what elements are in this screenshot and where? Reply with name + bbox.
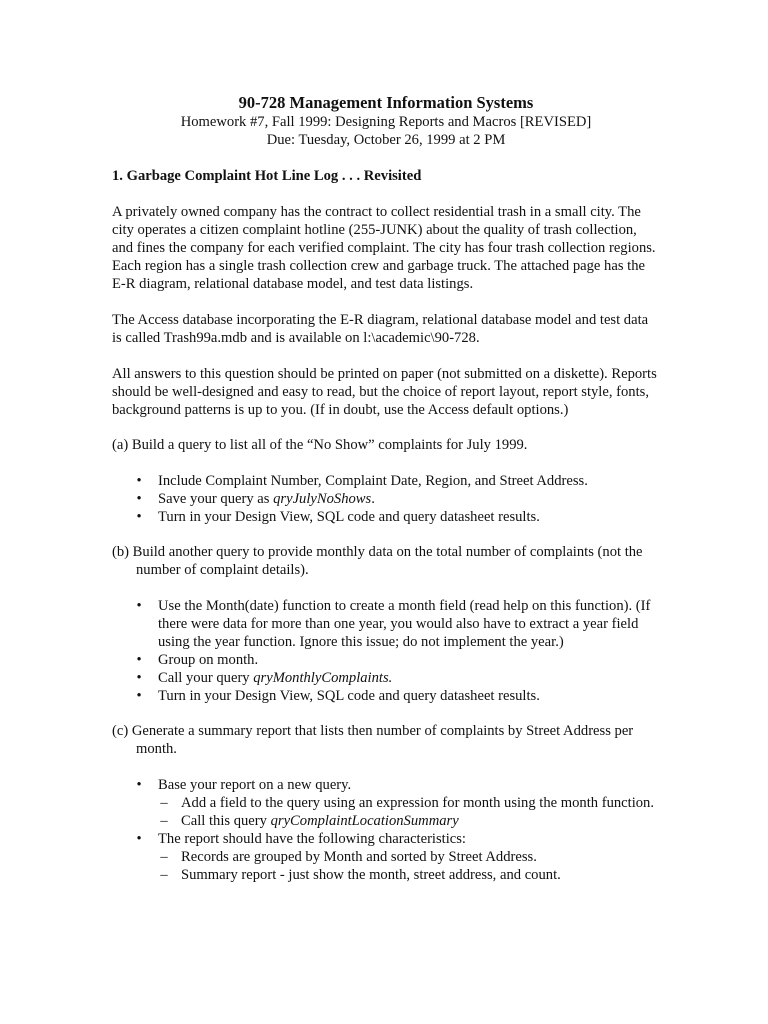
list-item-text: Include Complaint Number, Complaint Date, Region, and Street Address. xyxy=(158,473,588,489)
bullet-icon: • xyxy=(136,652,142,668)
list-item xyxy=(112,830,660,848)
list-item-text: Turn in your Design View, SQL code and query datasheet results. xyxy=(158,509,540,525)
due-date: Due: Tuesday, October 26, 1999 at 2 PM xyxy=(266,132,506,148)
list-item xyxy=(112,651,660,669)
bullet-icon: • xyxy=(136,598,142,614)
list-item-text: Summary report - just show the month, street address, and count. xyxy=(181,867,561,883)
query-name: qryJulyNoShows xyxy=(273,491,372,507)
question-c-list xyxy=(112,776,660,884)
dash-icon: – xyxy=(160,813,168,829)
document-page xyxy=(112,93,660,884)
question-b: (b) Build another query to provide monthly data on the total number of complaints (not the number of complaint details). xyxy=(112,544,643,578)
list-item-text: Call your query xyxy=(158,670,254,686)
section-heading: 1. Garbage Complaint Hot Line Log . . . Revisited xyxy=(112,168,422,184)
sub-list-item xyxy=(112,848,660,866)
paragraph-intro: A privately owned company has the contract to collect residential trash in a small city. The city operates a citizen complaint hotline (255-JUNK) about the quality of trash collection, and fines the company for each verified complaint. The city has four trash collection regions. Each region has a single trash collection crew and garbage truck. The attached page has the E-R diagram, relational database model, and test data listings. xyxy=(112,204,656,292)
paragraph-answers: All answers to this question should be printed on paper (not submitted on a diskette). Reports should be well-designed and easy to read, but the choice of report layout, report style, fonts, background patterns is up to you. (If in doubt, use the Access default options.) xyxy=(112,366,657,418)
list-item-text: Group on month. xyxy=(158,652,259,668)
dash-icon: – xyxy=(160,795,168,811)
bullet-icon: • xyxy=(136,777,142,793)
list-item xyxy=(112,776,660,794)
dash-icon: – xyxy=(160,849,168,865)
list-item xyxy=(112,687,660,705)
bullet-icon: • xyxy=(136,473,142,489)
document-header xyxy=(112,93,660,149)
sub-list-item xyxy=(112,794,660,812)
bullet-icon: • xyxy=(136,491,142,507)
list-item xyxy=(112,669,660,687)
question-b-list xyxy=(112,597,660,705)
document-subtitle: Homework #7, Fall 1999: Designing Reports and Macros [REVISED] xyxy=(180,114,592,130)
paragraph-database: The Access database incorporating the E-R diagram, relational database model and test data is called Trash99a.mdb and is available on l:\academic\90-728. xyxy=(112,312,649,346)
bullet-icon: • xyxy=(136,831,142,847)
dash-icon: – xyxy=(160,867,168,883)
bullet-icon: • xyxy=(136,670,142,686)
question-c: (c) Generate a summary report that lists then number of complaints by Street Address per month. xyxy=(112,723,634,757)
bullet-icon: • xyxy=(136,509,142,525)
list-item xyxy=(112,597,660,651)
list-item-text: Save your query as xyxy=(158,491,274,507)
list-item xyxy=(112,472,660,490)
list-item-text: . xyxy=(371,491,375,507)
sub-list-item xyxy=(112,866,660,884)
list-item-text: Base your report on a new query. xyxy=(158,777,352,793)
document-title: 90-728 Management Information Systems xyxy=(238,93,534,112)
bullet-icon: • xyxy=(136,688,142,704)
sub-list-item xyxy=(112,812,660,830)
question-a-list xyxy=(112,472,660,526)
query-name: qryComplaintLocationSummary xyxy=(270,813,459,829)
question-a: (a) Build a query to list all of the “No Show” complaints for July 1999. xyxy=(112,437,528,453)
list-item-text: Turn in your Design View, SQL code and query datasheet results. xyxy=(158,688,540,704)
list-item xyxy=(112,490,660,508)
list-item xyxy=(112,508,660,526)
list-item-text: Use the Month(date) function to create a month field (read help on this function). (If there were data for more than one year, you would also have to extract a year field using the year function. Ignore this issue; do not implement the year.) xyxy=(158,598,651,650)
query-name: qryMonthlyComplaints. xyxy=(253,670,393,686)
list-item-text: The report should have the following characteristics: xyxy=(158,831,466,847)
list-item-text: Call this query xyxy=(181,813,271,829)
list-item-text: Records are grouped by Month and sorted by Street Address. xyxy=(181,849,537,865)
list-item-text: Add a field to the query using an expression for month using the month function. xyxy=(181,795,654,811)
